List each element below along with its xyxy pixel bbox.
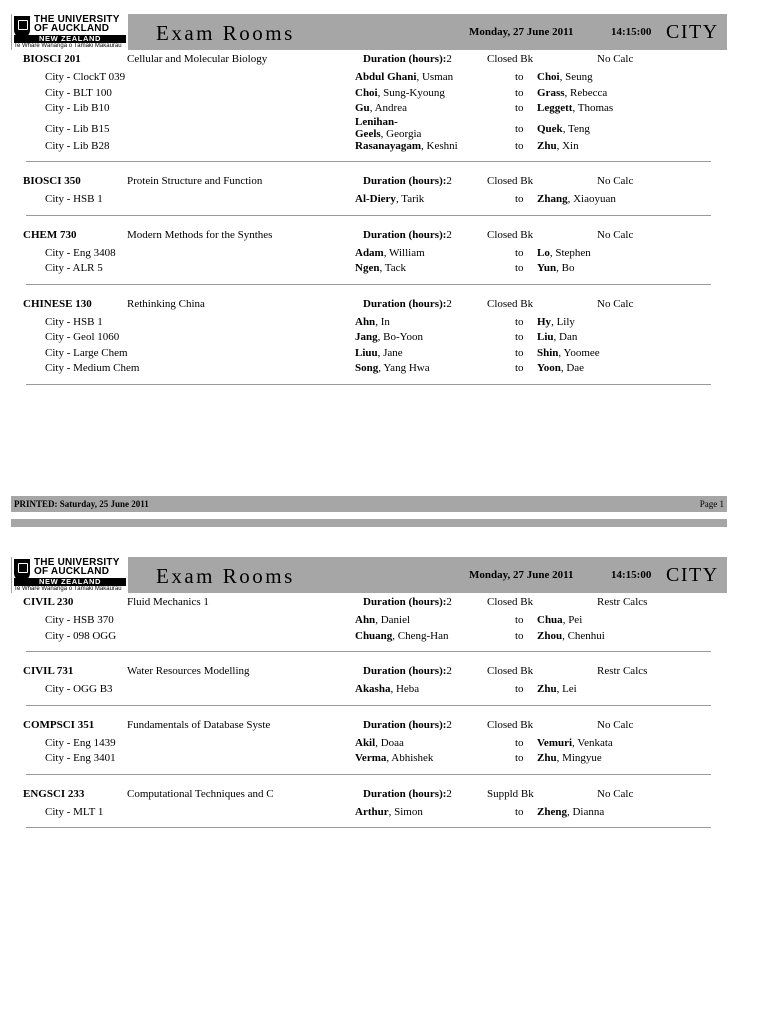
to-given-name: , Yoomee bbox=[558, 346, 600, 359]
from-given-name: , Cheng-Han bbox=[392, 629, 449, 642]
divider bbox=[26, 651, 711, 652]
course-block bbox=[0, 226, 768, 285]
from-student bbox=[355, 193, 424, 205]
room-name: City - BLT 100 bbox=[45, 86, 112, 99]
to-given-name: , Venkata bbox=[572, 736, 613, 749]
room-row bbox=[0, 117, 768, 139]
to-surname: Zheng bbox=[537, 805, 567, 818]
room-row bbox=[0, 682, 768, 698]
course-block bbox=[0, 50, 768, 162]
from-student bbox=[355, 71, 453, 83]
from-given-name: , Simon bbox=[388, 805, 423, 818]
duration bbox=[363, 665, 452, 677]
duration bbox=[363, 53, 452, 65]
to-surname: Yoon bbox=[537, 362, 561, 374]
to-student bbox=[537, 630, 605, 642]
duration-label: Duration (hours): bbox=[363, 665, 447, 677]
to-surname: Zhu bbox=[537, 683, 557, 695]
course-title: Fluid Mechanics 1 bbox=[127, 596, 209, 608]
logo-line1: THE UNIVERSITY bbox=[34, 557, 120, 568]
to-student bbox=[537, 316, 575, 328]
course-list bbox=[0, 50, 768, 385]
duration-label: Duration (hours): bbox=[363, 718, 447, 731]
from-surname: Ahn bbox=[355, 315, 376, 328]
room-name: City - Lib B15 bbox=[45, 122, 110, 135]
to-student bbox=[537, 614, 582, 626]
from-student bbox=[355, 806, 423, 818]
to-student bbox=[537, 87, 607, 99]
divider bbox=[26, 705, 711, 706]
course-header bbox=[0, 50, 768, 70]
room-row bbox=[0, 315, 768, 331]
to-label: to bbox=[515, 193, 524, 205]
to-label: to bbox=[515, 346, 524, 359]
from-surname: Abdul Ghani bbox=[355, 71, 417, 83]
course-block bbox=[0, 662, 768, 706]
course-title: Rethinking China bbox=[127, 297, 205, 310]
to-label: to bbox=[515, 805, 524, 818]
course-block bbox=[0, 172, 768, 216]
from-surname: Akil bbox=[355, 736, 376, 749]
to-given-name: , Teng bbox=[562, 122, 590, 135]
exam-date: Monday, 27 June 2011 bbox=[469, 26, 574, 38]
duration-value: 2 bbox=[446, 297, 452, 310]
duration-value: 2 bbox=[446, 228, 452, 241]
course-header bbox=[0, 785, 768, 805]
to-student bbox=[537, 752, 602, 764]
to-given-name: , Dianna bbox=[566, 805, 605, 818]
divider bbox=[26, 215, 711, 216]
printed-footer bbox=[11, 496, 727, 512]
course-list bbox=[0, 593, 768, 828]
course-title: Protein Structure and Function bbox=[127, 175, 263, 187]
to-given-name: , Mingyue bbox=[556, 752, 602, 764]
to-given-name: , Rebecca bbox=[564, 86, 608, 99]
course-code: CHEM 730 bbox=[23, 228, 77, 241]
from-surname: Verma bbox=[355, 752, 387, 764]
to-surname: Zhu bbox=[537, 752, 557, 764]
to-label: to bbox=[515, 683, 524, 695]
from-student bbox=[355, 362, 430, 374]
course-code: CHINESE 130 bbox=[23, 297, 92, 310]
course-block bbox=[0, 295, 768, 385]
room-name: City - HSB 1 bbox=[45, 315, 103, 328]
page-number: Page 1 bbox=[699, 499, 724, 509]
to-label: to bbox=[515, 331, 524, 343]
to-student bbox=[537, 193, 616, 205]
duration bbox=[363, 229, 452, 241]
course-block bbox=[0, 716, 768, 775]
from-given-name: , Keshni bbox=[421, 139, 458, 152]
from-student bbox=[355, 316, 390, 328]
to-surname: Zhang bbox=[537, 193, 568, 205]
from-student bbox=[355, 737, 404, 749]
to-student bbox=[537, 262, 575, 274]
course-code: CIVIL 731 bbox=[23, 665, 74, 677]
from-student bbox=[355, 331, 423, 343]
book-policy: Closed Bk bbox=[487, 665, 534, 677]
course-header bbox=[0, 295, 768, 315]
course-code: ENGSCI 233 bbox=[23, 787, 85, 800]
to-label: to bbox=[515, 122, 524, 135]
to-surname: Grass bbox=[537, 86, 565, 99]
to-surname: Leggett bbox=[537, 102, 573, 114]
course-block bbox=[0, 785, 768, 829]
to-given-name: , Lily bbox=[551, 315, 575, 328]
from-surname: Jang bbox=[355, 331, 378, 343]
from-student bbox=[355, 140, 458, 152]
to-label: to bbox=[515, 315, 524, 328]
duration-label: Duration (hours): bbox=[363, 228, 447, 241]
calculator-policy: Restr Calcs bbox=[597, 596, 648, 608]
room-row bbox=[0, 346, 768, 362]
course-code: BIOSCI 201 bbox=[23, 53, 81, 65]
from-given-name: , Yang Hwa bbox=[378, 362, 430, 374]
to-label: to bbox=[515, 262, 524, 274]
from-student bbox=[355, 87, 445, 99]
divider bbox=[26, 284, 711, 285]
calculator-policy: No Calc bbox=[597, 53, 634, 65]
from-given-name: , Abhishek bbox=[386, 752, 434, 764]
from-student bbox=[355, 116, 445, 140]
from-given-name: , In bbox=[375, 315, 390, 328]
duration bbox=[363, 719, 452, 731]
to-surname: Quek bbox=[537, 122, 563, 135]
duration-label: Duration (hours): bbox=[363, 297, 447, 310]
from-student bbox=[355, 347, 403, 359]
to-given-name: , Dan bbox=[553, 331, 578, 343]
book-policy: Closed Bk bbox=[487, 596, 534, 608]
room-row bbox=[0, 629, 768, 645]
to-label: to bbox=[515, 629, 524, 642]
university-logo bbox=[12, 557, 128, 593]
logo-line2: OF AUCKLAND bbox=[34, 566, 110, 577]
calculator-policy: Restr Calcs bbox=[597, 665, 648, 677]
to-student bbox=[537, 683, 577, 695]
room-name: City - OGG B3 bbox=[45, 683, 113, 695]
duration-value: 2 bbox=[446, 787, 452, 800]
to-student bbox=[537, 71, 593, 83]
from-student bbox=[355, 247, 425, 259]
room-name: City - Geol 1060 bbox=[45, 331, 120, 343]
to-surname: Liu bbox=[537, 331, 554, 343]
course-title: Computational Techniques and C bbox=[127, 787, 274, 800]
divider bbox=[26, 774, 711, 775]
room-row bbox=[0, 70, 768, 86]
from-student bbox=[355, 102, 407, 114]
book-policy: Closed Bk bbox=[487, 718, 534, 731]
divider bbox=[26, 161, 711, 162]
exam-page-2 bbox=[0, 557, 768, 838]
to-surname: Zhu bbox=[537, 139, 557, 152]
duration bbox=[363, 298, 452, 310]
room-name: City - HSB 1 bbox=[45, 193, 103, 205]
duration-label: Duration (hours): bbox=[363, 596, 447, 608]
book-policy: Closed Bk bbox=[487, 297, 534, 310]
room-row bbox=[0, 751, 768, 767]
room-row bbox=[0, 736, 768, 752]
book-policy: Closed Bk bbox=[487, 228, 534, 241]
to-label: to bbox=[515, 102, 524, 114]
duration-label: Duration (hours): bbox=[363, 787, 447, 800]
from-surname: Al-Diery bbox=[355, 193, 396, 205]
from-surname: Chuang bbox=[355, 629, 393, 642]
logo-line2: OF AUCKLAND bbox=[34, 23, 110, 34]
room-row bbox=[0, 613, 768, 629]
to-given-name: , Thomas bbox=[572, 102, 614, 114]
calculator-policy: No Calc bbox=[597, 787, 634, 800]
from-given-name: , Sung-Kyoung bbox=[377, 86, 445, 99]
from-student bbox=[355, 752, 433, 764]
course-title: Cellular and Molecular Biology bbox=[127, 53, 268, 65]
room-name: City - Eng 3408 bbox=[45, 246, 116, 259]
to-student bbox=[537, 806, 604, 818]
book-policy: Closed Bk bbox=[487, 175, 534, 187]
to-student bbox=[537, 123, 590, 135]
to-label: to bbox=[515, 86, 524, 99]
logo-line1: THE UNIVERSITY bbox=[34, 14, 120, 25]
to-surname: Choi bbox=[537, 71, 560, 83]
course-header bbox=[0, 716, 768, 736]
divider bbox=[26, 827, 711, 828]
to-student bbox=[537, 247, 591, 259]
to-label: to bbox=[515, 139, 524, 152]
to-label: to bbox=[515, 736, 524, 749]
to-given-name: , Pei bbox=[562, 614, 583, 626]
from-student bbox=[355, 262, 406, 274]
to-given-name: , Chenhui bbox=[562, 629, 605, 642]
duration-value: 2 bbox=[446, 596, 452, 608]
room-name: City - Medium Chem bbox=[45, 362, 140, 374]
room-name: City - Eng 3401 bbox=[45, 752, 116, 764]
from-surname: Akasha bbox=[355, 683, 391, 695]
to-label: to bbox=[515, 614, 524, 626]
calculator-policy: No Calc bbox=[597, 297, 634, 310]
from-given-name: , Heba bbox=[390, 683, 420, 695]
to-given-name: , Bo bbox=[556, 262, 575, 274]
from-given-name: , Usman bbox=[416, 71, 454, 83]
from-surname: Ahn bbox=[355, 614, 376, 626]
from-surname: Ngen bbox=[355, 262, 380, 274]
calculator-policy: No Calc bbox=[597, 718, 634, 731]
to-surname: Vemuri bbox=[537, 736, 573, 749]
from-given-name: , Doaa bbox=[375, 736, 404, 749]
room-row bbox=[0, 361, 768, 377]
campus-label: CITY bbox=[666, 564, 719, 586]
to-label: to bbox=[515, 752, 524, 764]
to-surname: Lo bbox=[537, 246, 550, 259]
page-separator bbox=[11, 519, 727, 527]
room-name: City - 098 OGG bbox=[45, 629, 117, 642]
logo-subtitle: Te Whare Wānanga o Tāmaki Makaurau bbox=[14, 586, 122, 592]
room-name: City - MLT 1 bbox=[45, 805, 104, 818]
to-surname: Zhou bbox=[537, 629, 563, 642]
course-title: Water Resources Modelling bbox=[127, 665, 250, 677]
from-student bbox=[355, 614, 410, 626]
to-given-name: , Xin bbox=[556, 139, 579, 152]
room-row bbox=[0, 192, 768, 208]
to-label: to bbox=[515, 246, 524, 259]
duration-value: 2 bbox=[446, 53, 452, 65]
duration bbox=[363, 596, 452, 608]
calculator-policy: No Calc bbox=[597, 175, 634, 187]
room-name: City - Lib B28 bbox=[45, 139, 110, 152]
room-name: City - HSB 370 bbox=[45, 614, 114, 626]
exam-time: 14:15:00 bbox=[611, 569, 652, 581]
duration-value: 2 bbox=[446, 718, 452, 731]
from-surname: Choi bbox=[355, 86, 378, 99]
from-surname: Arthur bbox=[355, 805, 389, 818]
room-row bbox=[0, 261, 768, 277]
course-code: CIVIL 230 bbox=[23, 596, 74, 608]
to-student bbox=[537, 362, 584, 374]
from-given-name: , Tarik bbox=[395, 193, 425, 205]
from-student bbox=[355, 630, 449, 642]
duration bbox=[363, 175, 452, 187]
room-row bbox=[0, 101, 768, 117]
from-given-name: , Georgia bbox=[380, 127, 422, 140]
to-student bbox=[537, 347, 600, 359]
from-given-name: , Bo-Yoon bbox=[377, 331, 423, 343]
page-title: Exam Rooms bbox=[156, 21, 295, 45]
room-name: City - Lib B10 bbox=[45, 102, 110, 114]
page-title: Exam Rooms bbox=[156, 564, 295, 588]
to-surname: Shin bbox=[537, 346, 559, 359]
calculator-policy: No Calc bbox=[597, 228, 634, 241]
duration-label: Duration (hours): bbox=[363, 53, 447, 65]
from-surname: Rasanayagam bbox=[355, 139, 422, 152]
room-row bbox=[0, 86, 768, 102]
to-given-name: , Xiaoyuan bbox=[567, 193, 616, 205]
book-policy: Closed Bk bbox=[487, 53, 534, 65]
from-given-name: , Andrea bbox=[369, 102, 407, 114]
logo-bar: NEW ZEALAND bbox=[14, 35, 126, 43]
course-header bbox=[0, 593, 768, 613]
exam-date: Monday, 27 June 2011 bbox=[469, 569, 574, 581]
divider bbox=[26, 384, 711, 385]
course-code: COMPSCI 351 bbox=[23, 718, 95, 731]
to-student bbox=[537, 102, 613, 114]
duration bbox=[363, 788, 452, 800]
to-student bbox=[537, 331, 577, 343]
to-surname: Hy bbox=[537, 315, 552, 328]
from-given-name: , Tack bbox=[379, 262, 406, 274]
to-label: to bbox=[515, 71, 524, 83]
room-row bbox=[0, 139, 768, 155]
course-title: Modern Methods for the Synthes bbox=[127, 228, 273, 241]
course-code: BIOSCI 350 bbox=[23, 175, 81, 187]
to-student bbox=[537, 737, 613, 749]
page-header bbox=[11, 14, 727, 50]
from-student bbox=[355, 683, 419, 695]
room-name: City - ClockT 039 bbox=[45, 71, 126, 83]
course-header bbox=[0, 226, 768, 246]
from-surname: Lenihan-Geels bbox=[355, 115, 398, 140]
to-surname: Chua bbox=[537, 614, 563, 626]
to-label: to bbox=[515, 362, 524, 374]
university-logo bbox=[12, 14, 128, 50]
room-row bbox=[0, 805, 768, 821]
from-surname: Liuu bbox=[355, 346, 378, 359]
exam-page-1 bbox=[0, 14, 768, 395]
from-given-name: , Jane bbox=[377, 346, 403, 359]
to-given-name: , Lei bbox=[556, 683, 577, 695]
course-block bbox=[0, 593, 768, 652]
exam-time: 14:15:00 bbox=[611, 26, 652, 38]
to-given-name: , Stephen bbox=[549, 246, 591, 259]
room-name: City - Large Chem bbox=[45, 346, 128, 359]
room-name: City - ALR 5 bbox=[45, 262, 103, 274]
from-given-name: , William bbox=[383, 246, 425, 259]
room-row bbox=[0, 330, 768, 346]
to-surname: Yun bbox=[537, 262, 557, 274]
to-student bbox=[537, 140, 579, 152]
from-surname: Song bbox=[355, 362, 379, 374]
duration-label: Duration (hours): bbox=[363, 175, 447, 187]
duration-value: 2 bbox=[446, 665, 452, 677]
page-header bbox=[11, 557, 727, 593]
book-policy: Suppld Bk bbox=[487, 787, 534, 800]
to-given-name: , Dae bbox=[560, 362, 585, 374]
room-row bbox=[0, 246, 768, 262]
from-surname: Gu bbox=[355, 102, 370, 114]
campus-label: CITY bbox=[666, 21, 719, 43]
course-header bbox=[0, 172, 768, 192]
printed-date: PRINTED: Saturday, 25 June 2011 bbox=[14, 499, 149, 509]
logo-bar: NEW ZEALAND bbox=[14, 578, 126, 586]
room-name: City - Eng 1439 bbox=[45, 736, 116, 749]
duration-value: 2 bbox=[446, 175, 452, 187]
from-given-name: , Daniel bbox=[375, 614, 411, 626]
from-surname: Adam bbox=[355, 246, 384, 259]
course-header bbox=[0, 662, 768, 682]
course-title: Fundamentals of Database Syste bbox=[127, 718, 271, 731]
logo-subtitle: Te Whare Wānanga o Tāmaki Makaurau bbox=[14, 43, 122, 49]
to-given-name: , Seung bbox=[559, 71, 593, 83]
